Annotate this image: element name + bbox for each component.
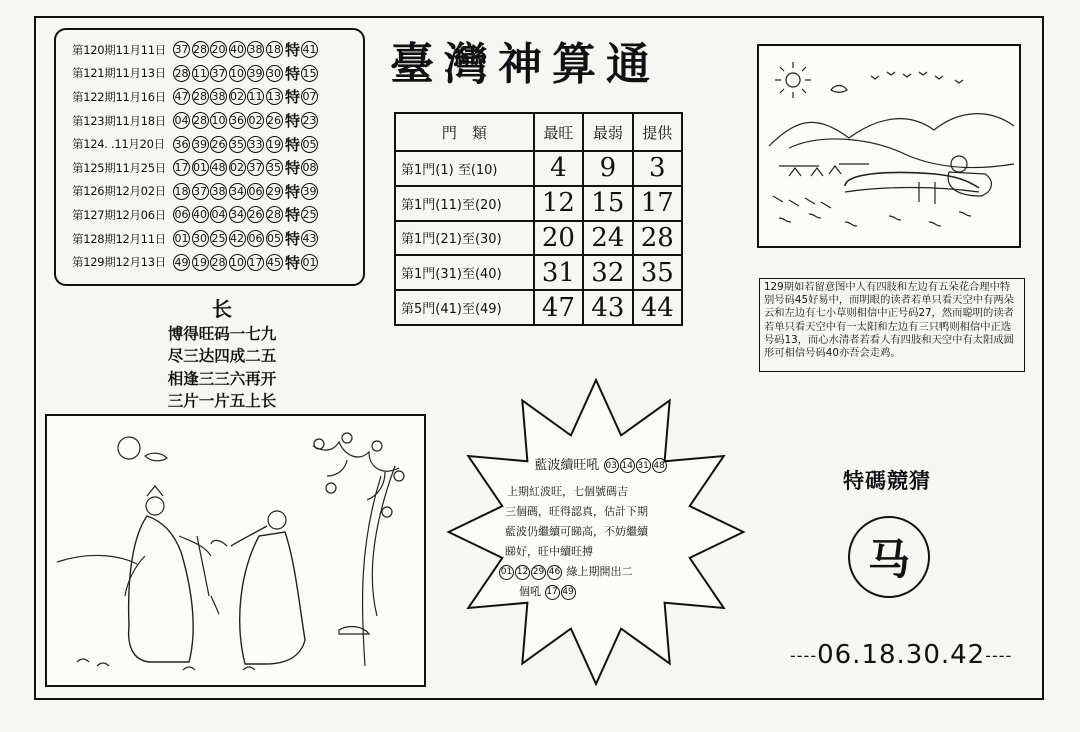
poem: [152, 298, 292, 413]
scholars-picture: [45, 414, 426, 687]
result-row: [72, 203, 355, 227]
door-header-provide: 提供: [633, 113, 682, 151]
special-marker: 特: [285, 182, 301, 201]
results-box: [54, 28, 365, 286]
special-marker: 特: [285, 230, 301, 249]
landscape-picture: [757, 44, 1021, 248]
result-row: [72, 156, 355, 180]
result-row: [72, 109, 355, 133]
result-label: 第127期12月06日: [72, 207, 166, 222]
ball: 11: [193, 66, 207, 80]
ball: 39: [248, 66, 263, 80]
door-row-label: 第5門(41)至(49): [395, 290, 534, 325]
special-marker: 特: [285, 41, 301, 60]
star-last-row: [519, 582, 703, 602]
door-table-header: [395, 113, 682, 151]
star-bottom-text: 綠上期開出二: [566, 565, 633, 578]
door-header-category: 門 類: [395, 113, 534, 151]
door-row-label: 第1門(21)至(30): [395, 221, 534, 256]
door-cell: 4: [534, 151, 583, 186]
ball: 13: [267, 90, 281, 104]
result-row: [72, 250, 355, 274]
ball: 17: [248, 255, 263, 269]
ball: 26: [248, 208, 263, 222]
door-cell: 47: [534, 290, 583, 325]
ball: 05: [267, 232, 281, 246]
special-ball: 01: [302, 255, 317, 269]
ball: 28: [267, 208, 281, 222]
door-row-label: 第1門(31)至(40): [395, 255, 534, 290]
ball: 48: [211, 161, 226, 175]
ball: 37: [211, 66, 226, 80]
special-ball: 43: [302, 232, 317, 246]
ball: 33: [248, 137, 263, 151]
door-cell: 32: [583, 255, 632, 290]
ball: 06: [174, 208, 189, 222]
special-ball: 41: [302, 43, 317, 57]
door-header-weakest: 最弱: [583, 113, 632, 151]
ball: 11: [248, 90, 263, 104]
page-title: 臺灣神算通: [390, 39, 660, 90]
ball: 38: [211, 90, 226, 104]
poem-title: 长: [212, 297, 232, 321]
ball: 38: [248, 43, 263, 57]
ball: 17: [174, 161, 189, 175]
ball: 28: [211, 255, 226, 269]
ball: 30: [267, 66, 281, 80]
ball: 49: [174, 255, 189, 269]
ball: 45: [267, 255, 281, 269]
ball: 06: [248, 184, 263, 198]
star-title: 藍波續旺吼: [534, 458, 600, 473]
special-marker: 特: [285, 253, 301, 272]
result-row: [72, 180, 355, 204]
ball: 03: [604, 458, 619, 473]
ball: 47: [174, 90, 189, 104]
result-label: 第125期11月25日: [72, 160, 166, 175]
ball: 39: [193, 137, 207, 151]
ball: 28: [193, 114, 207, 128]
star-bottom-row: [499, 562, 703, 582]
ball: 17: [545, 585, 560, 600]
special-marker: 特: [285, 206, 301, 225]
special-ball: 39: [302, 184, 317, 198]
result-label: 第122期11月16日: [72, 89, 166, 104]
ball: 01: [499, 565, 514, 580]
ball: 25: [211, 232, 226, 246]
ball: 18: [267, 43, 281, 57]
ball: 37: [248, 161, 263, 175]
star-panel: [493, 456, 703, 602]
ball: 49: [561, 585, 576, 600]
ball: 19: [193, 255, 207, 269]
star-line: 藍波仍繼續可睇高，不妨繼續: [505, 525, 648, 538]
ball: 37: [174, 43, 189, 57]
special-ball: 15: [302, 66, 317, 80]
door-row: [395, 186, 682, 221]
door-cell: 31: [534, 255, 583, 290]
result-row: [72, 62, 355, 86]
door-table: [394, 112, 683, 326]
ball: 36: [230, 114, 244, 128]
star-last-prefix: 個吼: [519, 585, 541, 598]
ball: 35: [267, 161, 281, 175]
door-cell: 9: [583, 151, 632, 186]
special-ball: 25: [302, 208, 317, 222]
poem-line: 三片一片五上长: [167, 392, 277, 410]
result-label: 第121期11月13日: [72, 66, 166, 81]
ball: 29: [531, 565, 546, 580]
result-label: 第124. .11月20日: [72, 137, 165, 152]
result-row: [72, 38, 355, 62]
ball: 18: [174, 184, 189, 198]
scholars-illustration: [47, 416, 424, 685]
ball: 28: [174, 66, 189, 80]
special-marker: 特: [285, 88, 301, 107]
door-cell: 43: [583, 290, 632, 325]
ball: 34: [230, 184, 244, 198]
ball: 38: [211, 184, 226, 198]
dash-right: ----: [985, 646, 1013, 665]
landscape-illustration: [759, 46, 1019, 246]
analysis-note: 129期如若留意图中人有四肢和左边有五朵花合理中特别号码45好易中，而明眼的读者若单只看天空中有两朵云和左边有七小草则相信中正号码27，然而聪明的读者若单只看天空中有一太阳和左边有三只鸭则相信中正选号码13，而心水清者若看人有四肢和天空中有太阳成圆形可相信号码40亦吾会走鸡。: [759, 278, 1025, 372]
ball: 14: [620, 458, 635, 473]
moon-icon: [118, 437, 140, 459]
result-label: 第126期12月02日: [72, 184, 166, 199]
ball: 35: [230, 137, 244, 151]
ball: 46: [547, 565, 562, 580]
ball: 10: [211, 114, 226, 128]
ball: 10: [230, 255, 244, 269]
door-row: [395, 221, 682, 256]
door-cell: 12: [534, 186, 583, 221]
poem-line: 博得旺码一七九: [167, 324, 277, 343]
door-row: [395, 290, 682, 325]
special-marker: 特: [285, 159, 301, 178]
star-title-row: [499, 456, 703, 476]
result-row: [72, 85, 355, 109]
ball: 20: [211, 43, 226, 57]
ball: 26: [267, 114, 281, 128]
bottom-numbers-value: 06.18.30.42: [817, 640, 986, 670]
ball: 28: [193, 43, 207, 57]
star-line: 三個碼，旺得認真，估計下期: [505, 505, 648, 518]
ball: 40: [230, 43, 244, 57]
ball: 10: [230, 66, 244, 80]
door-cell: 35: [633, 255, 682, 290]
result-row: [72, 227, 355, 251]
ball: 19: [267, 137, 281, 151]
ball: 36: [174, 137, 189, 151]
result-label: 第120期11月11日: [72, 42, 166, 57]
guess-answer: 马: [848, 516, 930, 598]
door-cell: 20: [534, 221, 583, 256]
ball: 34: [230, 208, 244, 222]
ball: 02: [230, 161, 244, 175]
ball: 01: [174, 232, 189, 246]
door-cell: 28: [633, 221, 682, 256]
door-row: [395, 255, 682, 290]
ball: 02: [230, 90, 244, 104]
guess-label: 特碼競猜: [843, 469, 931, 493]
bottom-numbers: [790, 640, 1012, 670]
ball: 31: [636, 458, 651, 473]
special-ball: 05: [302, 137, 317, 151]
door-cell: 3: [633, 151, 682, 186]
result-label: 第129期12月13日: [72, 255, 166, 270]
ball: 37: [193, 184, 207, 198]
result-label: 第128期12月11日: [72, 231, 166, 246]
ball: 04: [174, 114, 189, 128]
door-header-hottest: 最旺: [534, 113, 583, 151]
door-cell: 44: [633, 290, 682, 325]
special-marker: 特: [285, 112, 301, 131]
door-row-label: 第1門(11)至(20): [395, 186, 534, 221]
ball: 42: [230, 232, 244, 246]
ball: 30: [193, 232, 207, 246]
poem-line: 相逢三三六再开: [167, 369, 277, 388]
result-label: 第123期11月18日: [72, 113, 166, 128]
ball: 01: [193, 161, 207, 175]
poem-line: 尽三达四成二五: [167, 347, 277, 365]
ball: 48: [652, 458, 667, 473]
sun-icon: [786, 73, 800, 87]
cloud-icon: [831, 86, 847, 93]
ball: 12: [515, 565, 530, 580]
door-cell: 24: [583, 221, 632, 256]
star-line: 上期紅波旺，七個號碼吉: [507, 485, 628, 498]
ball: 28: [193, 90, 207, 104]
ball: 26: [211, 137, 226, 151]
ball: 29: [267, 184, 281, 198]
dash-left: ----: [790, 646, 818, 665]
door-row-label: 第1門(1) 至(10): [395, 151, 534, 186]
special-ball: 07: [302, 90, 317, 104]
result-row: [72, 132, 355, 156]
door-row: [395, 151, 682, 186]
door-cell: 15: [583, 186, 632, 221]
special-ball: 23: [302, 114, 317, 128]
ball: 06: [248, 232, 263, 246]
ball: 02: [248, 114, 263, 128]
door-cell: 17: [633, 186, 682, 221]
ball: 04: [211, 208, 226, 222]
special-marker: 特: [285, 135, 301, 154]
star-line: 睇好，旺中續旺搏: [505, 545, 593, 558]
special-marker: 特: [285, 64, 301, 83]
ball: 40: [193, 208, 207, 222]
special-ball: 08: [302, 161, 317, 175]
